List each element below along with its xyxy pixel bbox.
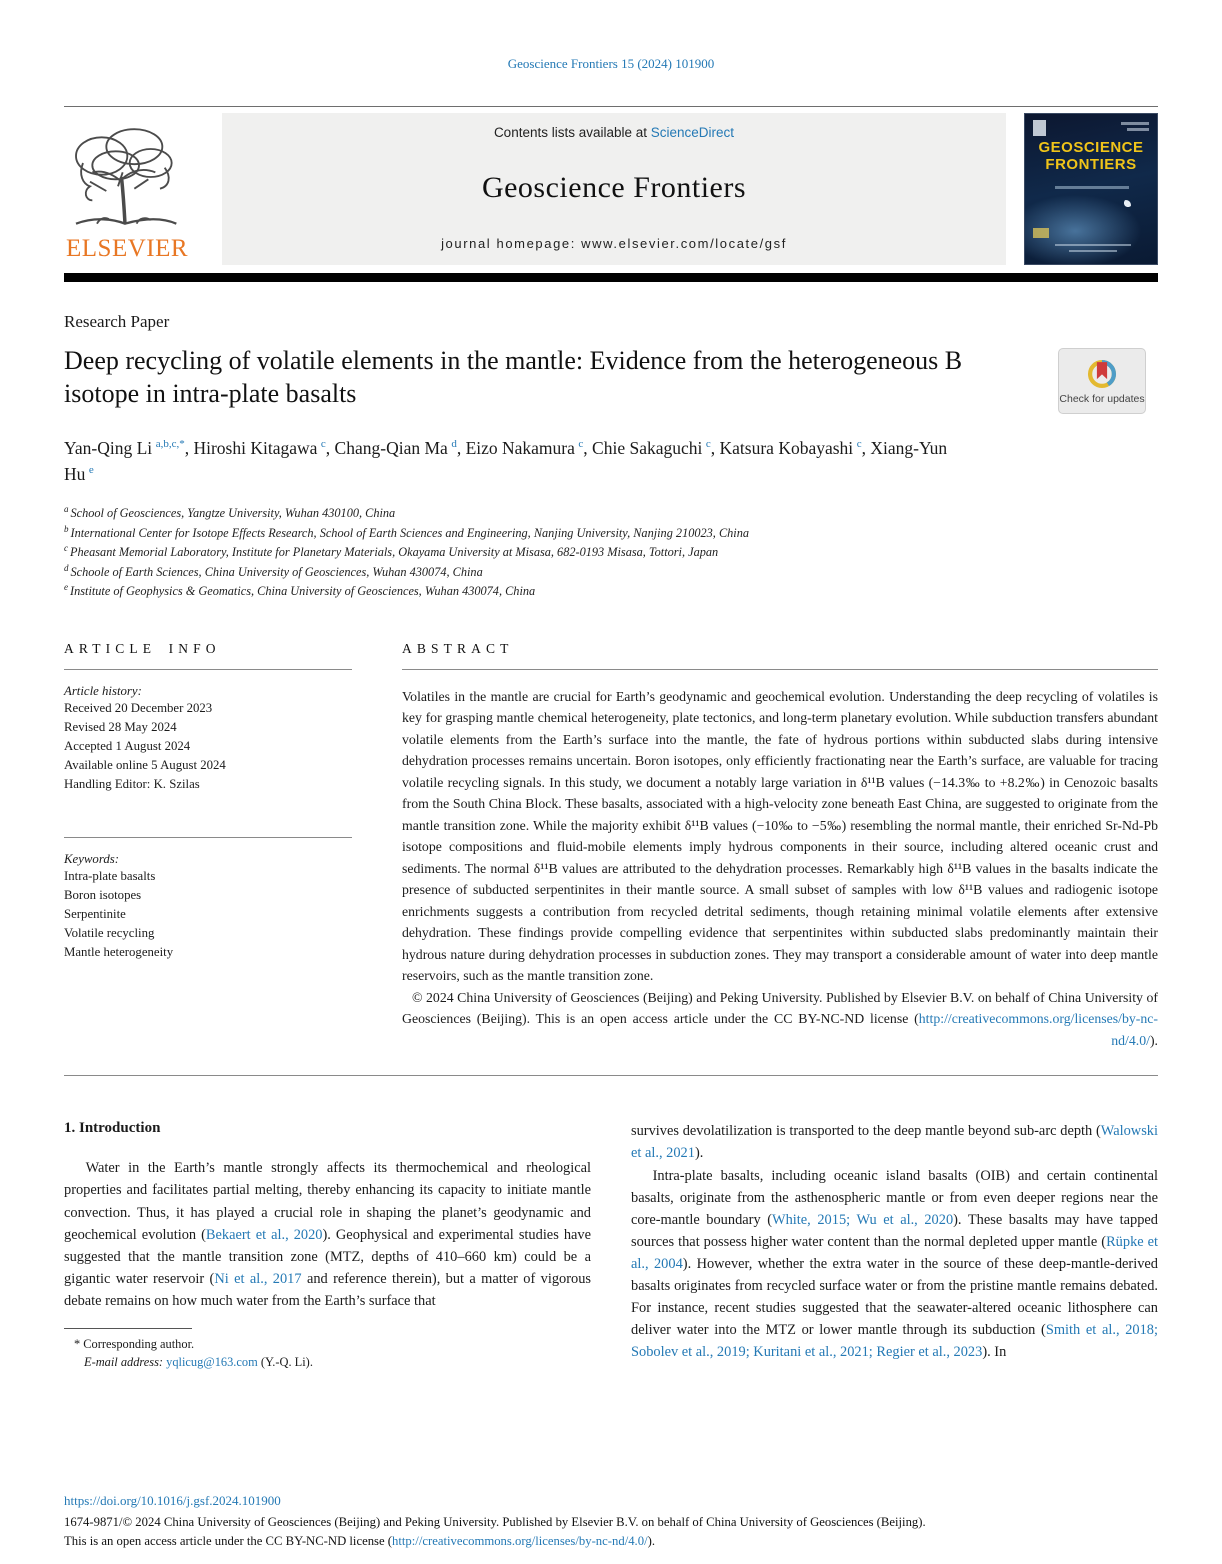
cover-publisher-logo xyxy=(1033,120,1046,136)
rule xyxy=(64,837,352,838)
cover-issn-bar xyxy=(1121,122,1149,125)
keywords-label: Keywords: xyxy=(64,851,119,866)
intro-right-column xyxy=(631,1120,1158,1371)
keyword: Mantle heterogeneity xyxy=(64,945,174,960)
title-row xyxy=(64,344,1158,411)
elsevier-logo xyxy=(64,113,222,265)
affiliation: $^c$ Pheasant Memorial Laboratory, Institute for Planetary Materials, Okayama University at Misasa, 682-0193 Misasa, Tottori, Japan xyxy=(64,543,719,560)
article-info-heading: ARTICLE INFO xyxy=(64,640,221,656)
citation-link[interactable]: Walowski et al., 2021 xyxy=(631,1123,1158,1162)
rule xyxy=(402,669,1158,670)
info-abstract-section xyxy=(64,641,1158,1052)
history-line: Handling Editor: K. Szilas xyxy=(64,777,200,792)
author: Katsura Kobayashi $^c$, xyxy=(719,437,871,458)
cover-title: GEOSCIENCE FRONTIERS xyxy=(1038,139,1144,173)
affiliation-list xyxy=(64,503,1158,601)
history-line: Available online 5 August 2024 xyxy=(64,758,226,773)
author-affiliation-sup[interactable]: c xyxy=(320,437,326,450)
contents-line xyxy=(494,125,734,140)
section-heading: 1. Introduction xyxy=(64,1120,161,1137)
article-info-column xyxy=(64,641,352,1052)
elsevier-tree-icon xyxy=(66,121,184,233)
author-affiliation-sup[interactable]: a,b,c,* xyxy=(155,437,185,450)
footer-license-link[interactable]: http://creativecommons.org/licenses/by-nc-nd/4.0/ xyxy=(392,1533,648,1548)
citation-link[interactable]: Bekaert et al., 2020 xyxy=(205,1226,323,1243)
history-line: Revised 28 May 2024 xyxy=(64,719,177,734)
article-title: Deep recycling of volatile elements in the mantle: Evidence from the heterogeneous B isotope in intra-plate basalts xyxy=(64,346,963,409)
issn-copyright-line: 1674-9871/© 2024 China University of Geosciences (Beijing) and Peking University. Published by Elsevier B.V. on behalf of China University of Geosciences (Beijing). xyxy=(64,1515,926,1530)
author-affiliation-sup[interactable]: c xyxy=(856,437,862,450)
author-affiliation-sup[interactable]: d xyxy=(451,437,457,450)
cover-volume-bar xyxy=(1055,186,1129,189)
journal-citation: Geoscience Frontiers 15 (2024) 101900 xyxy=(507,56,715,71)
author: Yan-Qing Li $^{a,b,c,*}$, xyxy=(64,437,194,458)
email-line: E-mail address: yqlicug@163.com (Y.-Q. Li). xyxy=(84,1355,313,1370)
elsevier-wordmark: ELSEVIER xyxy=(66,235,189,262)
intro-paragraph: survives devolatilization is transported to the deep mantle beyond sub-arc depth (Walowski et al., 2021). xyxy=(631,1123,1158,1162)
citation-link[interactable]: Smith et al., 2018; Sobolev et al., 2019; Kuritani et al., 2021; Regier et al., 2023 xyxy=(631,1321,1158,1360)
affiliation: $^e$ Institute of Geophysics & Geomatics, China University of Geosciences, Wuhan 430074, China xyxy=(64,582,536,599)
cover-issn-bar xyxy=(1127,128,1149,131)
check-updates-icon xyxy=(1085,357,1119,391)
journal-banner xyxy=(222,113,1006,265)
author: Eizo Nakamura $^c$, xyxy=(465,437,593,458)
author-affiliation-sup[interactable]: e xyxy=(88,463,94,476)
corresponding-author-line: * Corresponding author. xyxy=(74,1336,195,1351)
contents-prefix: Contents lists available at xyxy=(493,125,651,140)
keyword: Boron isotopes xyxy=(64,887,142,902)
author-list xyxy=(64,435,959,488)
author: Chie Sakaguchi $^c$, xyxy=(592,437,720,458)
affiliation: $^a$ School of Geosciences, Yangtze University, Wuhan 430100, China xyxy=(64,504,396,521)
doi-link[interactable]: https://doi.org/10.1016/j.gsf.2024.101900 xyxy=(64,1493,281,1509)
journal-header xyxy=(64,113,1158,265)
email-link[interactable]: yqlicug@163.com xyxy=(166,1355,258,1370)
article-history-label: Article history: xyxy=(64,683,142,698)
author: Chang-Qian Ma $^d$, xyxy=(334,437,466,458)
sciencedirect-link[interactable]: ScienceDirect xyxy=(650,125,735,140)
history-line: Accepted 1 August 2024 xyxy=(64,739,191,754)
header-black-bar xyxy=(64,273,1158,282)
rule xyxy=(64,1075,1158,1076)
author: Hiroshi Kitagawa $^c$, xyxy=(193,437,335,458)
intro-left-column xyxy=(64,1120,591,1371)
history-line: Received 20 December 2023 xyxy=(64,700,213,715)
keyword: Serpentinite xyxy=(64,907,126,921)
corresponding-author-footnote xyxy=(64,1328,591,1372)
author-affiliation-sup[interactable]: c xyxy=(578,437,584,450)
cover-moon-art xyxy=(1121,200,1131,210)
abstract-text: Volatiles in the mantle are crucial for Earth’s geodynamic and geochemical evolution. Understanding the deep recycling of volatiles is key for grasping mantle chemical heterogeneity, plate tectonics, and long-term planetary evolution. While subduction transfers abundant volatile elements from the Earth’s surface into the mantle, the fate of hydrous portions within subducted slabs during intensive dehydration processes remains uncertain. Boron isotopes, only efficiently fractionating near the Earth’s surface, are valuable for tracing volatile recycling signals. In this study, we document a notably large variation in δ¹¹B values (−14.3‰ to +8.2‰) in Cenozoic basalts from the South China Block. These basalts, associated with a high-velocity zone beneath East China, are suggested to originate from the mantle transition zone. While the majority exhibit δ¹¹B values (−10‰ to −5‰) resembling the normal mantle, their enriched Sr-Nd-Pb isotope compositions and fluid-mobile elements imply hydrous components in their source, including altered oceanic crust and sediments. The normal δ¹¹B values are attributed to the dehydration processes. Remarkably high δ¹¹B values in the basalts indicate the presence of subducted serpentinites in their mantle source. A small subset of samples with low δ¹¹B values and radiogenic isotope enrichments suggests a contribution from recycled detrital sediments, though retaining minimal volatile elements after extensive dehydration. These findings provide compelling evidence that serpentinites within subducted slabs predominantly maintain their hydrous nature during dehydration processes in subduction zones. They may transport a considerable amount of water into deep mantle reservoirs, such as the mantle transition zone. xyxy=(402,688,1159,984)
intro-paragraph: Intra-plate basalts, including oceanic island basalts (OIB) and certain continental basalts, originate from the asthenospheric mantle or from even deeper regions near the core-mantle boundary (White, 2015; Wu et al., 2020). These basalts may have tapped sources that possess higher water content than the normal depleted upper mantle (Rüpke et al., 2004). However, whether the extra water in the source of these deep-mantle-derived basalts originates from recycled surface water or from the pristine mantle remains debated. For instance, recent studies suggested that the seawater-altered oceanic lithosphere can deliver water into the MTZ or lower mantle through its subduction (Smith et al., 2018; Sobolev et al., 2019; Kuritani et al., 2021; Regier et al., 2023). In xyxy=(631,1167,1158,1360)
cover-footer-bar xyxy=(1055,244,1131,246)
journal-homepage-link[interactable]: journal homepage: www.elsevier.com/locate/gsf xyxy=(441,236,787,251)
keyword: Volatile recycling xyxy=(64,926,155,941)
affiliation: $^d$ Schoole of Earth Sciences, China University of Geosciences, Wuhan 430074, China xyxy=(64,562,483,579)
abstract-column xyxy=(402,641,1158,1052)
license-line: This is an open access article under the CC BY-NC-ND license (http://creativecommons.org/licenses/by-nc-nd/4.0/). xyxy=(64,1533,656,1548)
cover-footer-bar xyxy=(1069,250,1117,252)
affiliation: $^b$ International Center for Isotope Effects Research, School of Earth Sciences and Engineering, Nanjing University, Nanjing 210023, China xyxy=(64,523,750,540)
author: Xiang-Yun Hu $^e$ xyxy=(64,437,948,484)
citation-link[interactable]: White, 2015; Wu et al., 2020 xyxy=(772,1211,954,1228)
header-top-rule xyxy=(64,106,1158,107)
abstract-copyright: © 2024 China University of Geosciences (Beijing) and Peking University. Published by Elsevier B.V. on behalf of China University of Geosciences (Beijing). This is an open access article under the CC BY-NC-ND license (http://creativecommons.org/licenses/by-nc-nd/4.0/). xyxy=(402,989,1158,1048)
abstract-heading: ABSTRACT xyxy=(402,640,514,656)
citation-link[interactable]: Rüpke et al., 2004 xyxy=(631,1233,1158,1272)
article-type: Research Paper xyxy=(64,312,170,331)
journal-cover-thumbnail[interactable] xyxy=(1024,113,1158,265)
check-for-updates-badge[interactable] xyxy=(1058,348,1146,414)
citation-link[interactable]: Ni et al., 2017 xyxy=(214,1270,302,1287)
keyword: Intra-plate basalts xyxy=(64,868,156,883)
rule xyxy=(64,669,352,670)
intro-paragraph: Water in the Earth’s mantle strongly affects its thermochemical and rheological properties and facilitates partial melting, thereby enhancing its capacity to initiate mantle convection. Thus, it has played a crucial role in shaping the planet’s geodynamic and geochemical evolution (Bekaert et al., 2020). Geophysical and experimental studies have suggested that the mantle transition zone (MTZ, depths of 410–660 km) could be a gigantic water reservoir (Ni et al., 2017 and reference therein), but a matter of vigorous debate remains on how much water from the Earth’s surface that xyxy=(64,1160,591,1309)
introduction-section xyxy=(64,1120,1158,1371)
author-affiliation-sup[interactable]: c xyxy=(705,437,711,450)
cover-badge-bar xyxy=(1033,228,1049,238)
check-updates-label: Check for updates xyxy=(1059,392,1145,405)
license-link[interactable]: http://creativecommons.org/licenses/by-nc-nd/4.0/ xyxy=(918,1011,1158,1048)
page-footer xyxy=(64,1493,1158,1550)
footnote-rule xyxy=(64,1328,192,1329)
journal-title: Geoscience Frontiers xyxy=(481,171,747,204)
